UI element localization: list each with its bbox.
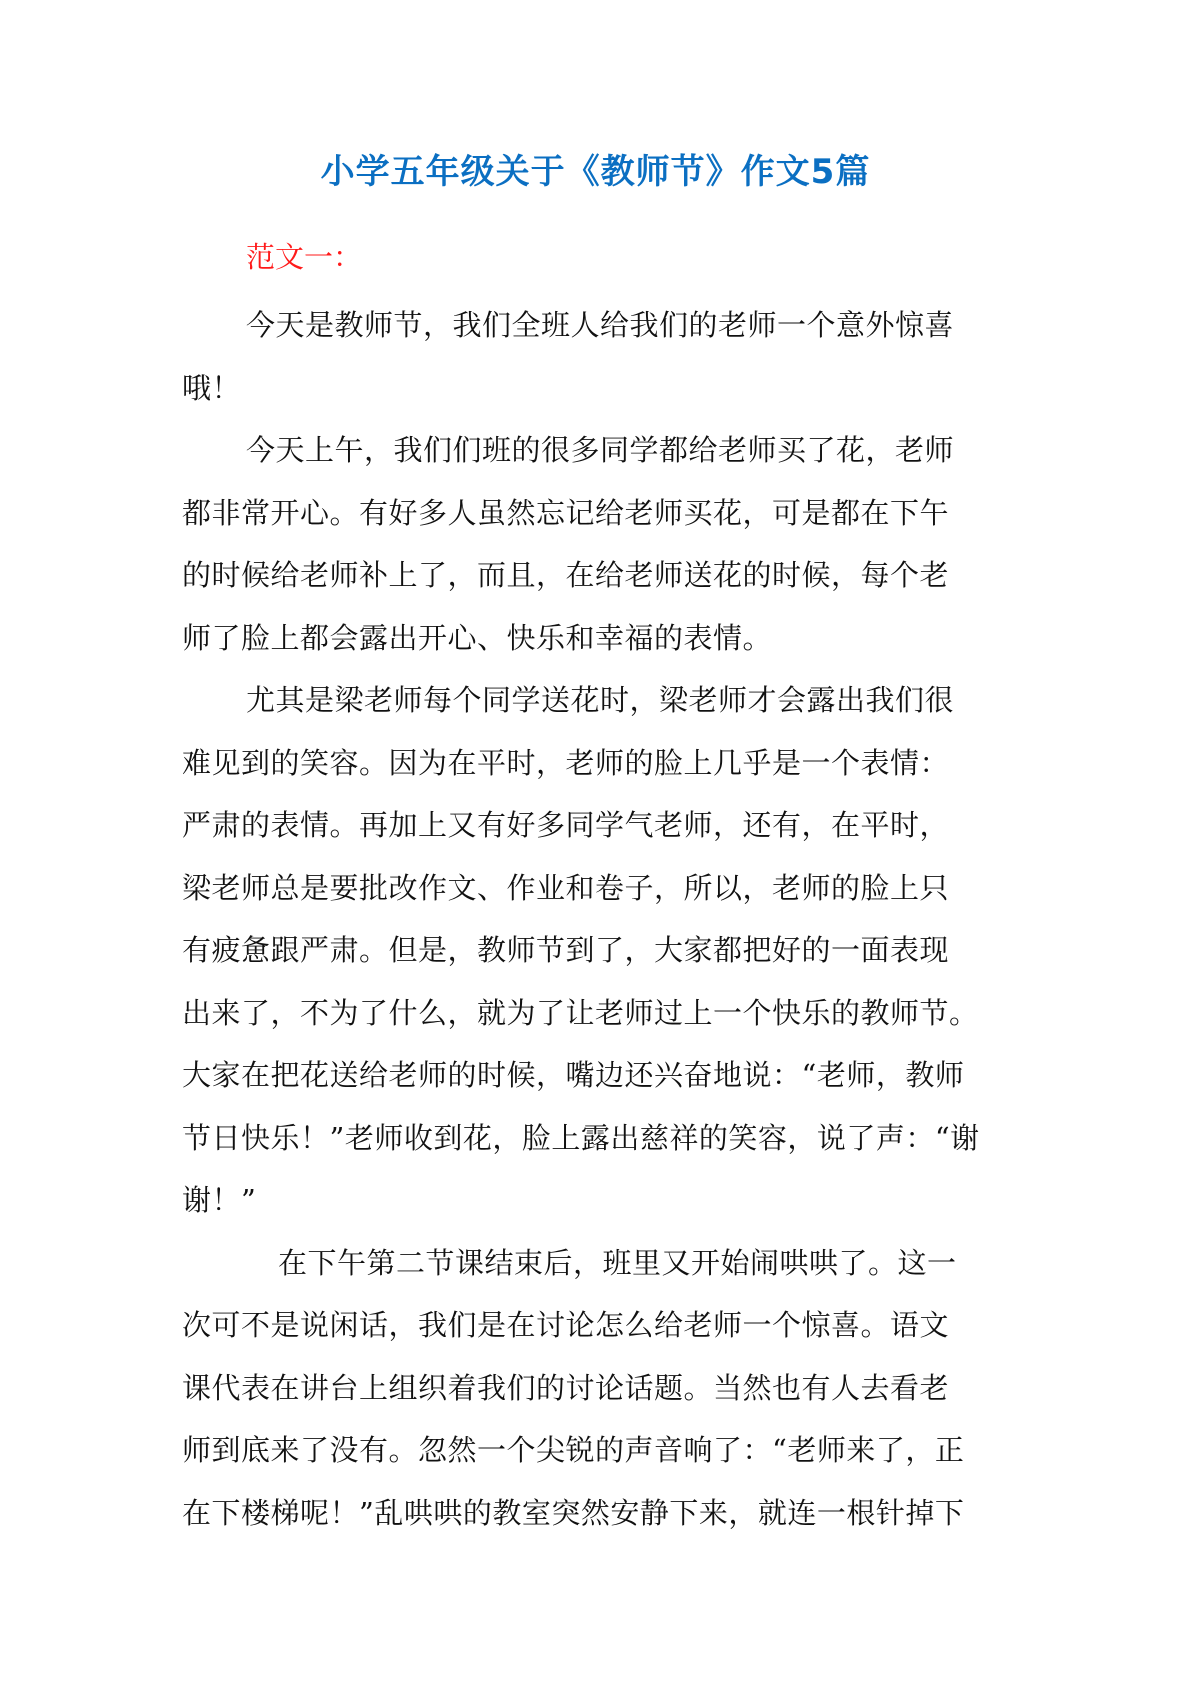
paragraph-line: 出来了，不为了什么，就为了让老师过上一个快乐的教师节。 [182,995,979,1030]
paragraph-3 [182,669,1018,1232]
paragraph-line: 节日快乐！”老师收到花，脸上露出慈祥的笑容，说了声：“谢 [182,1120,980,1155]
paragraph-line: 师了脸上都会露出开心、快乐和幸福的表情。 [182,620,773,655]
paragraph-line: 次可不是说闲话，我们是在讨论怎么给老师一个惊喜。语文 [182,1308,950,1342]
paragraph-line: 都非常开心。有好多人虽然忘记给老师买花，可是都在下午 [182,495,950,530]
paragraph-line: 的时候给老师补上了，而且，在给老师送花的时候，每个老 [182,558,950,592]
section-label-example-one: 范文一： [246,240,363,274]
document-title: 小学五年级关于《教师节》作文5篇 [320,152,871,192]
paragraph-line: 谢！” [182,1183,257,1217]
paragraph-4 [182,1232,1018,1545]
paragraph-line: 师到底来了没有。忽然一个尖锐的声音响了：“老师来了，正 [182,1433,965,1467]
paragraph-line: 在下午第二节课结束后，班里又开始闹哄哄了。这一 [278,1245,957,1280]
paragraph-line: 大家在把花送给老师的时候，嘴边还兴奋地说：“老师，教师 [182,1058,965,1092]
paragraph-line: 课代表在讲台上组织着我们的讨论话题。当然也有人去看老 [182,1370,950,1405]
paragraph-line: 尤其是梁老师每个同学送花时，梁老师才会露出我们很 [246,683,955,717]
paragraph-line: 今天是教师节，我们全班人给我们的老师一个意外惊喜 [246,308,955,342]
paragraph-line: 难见到的笑容。因为在平时，老师的脸上几乎是一个表情： [182,745,950,780]
paragraph-2 [182,419,1018,669]
paragraph-1 [182,294,1018,419]
paragraph-line: 在下楼梯呢！”乱哄哄的教室突然安静下来，就连一根针掉下 [182,1495,965,1530]
paragraph-line: 梁老师总是要批改作文、作业和卷子，所以，老师的脸上只 [182,870,950,905]
paragraph-line: 严肃的表情。再加上又有好多同学气老师，还有，在平时， [182,808,950,842]
document-body [182,238,1018,1544]
paragraph-line: 有疲惫跟严肃。但是，教师节到了，大家都把好的一面表现 [182,933,950,967]
paragraph-line: 哦！ [182,370,242,405]
paragraph-line: 今天上午，我们们班的很多同学都给老师买了花，老师 [246,433,955,467]
